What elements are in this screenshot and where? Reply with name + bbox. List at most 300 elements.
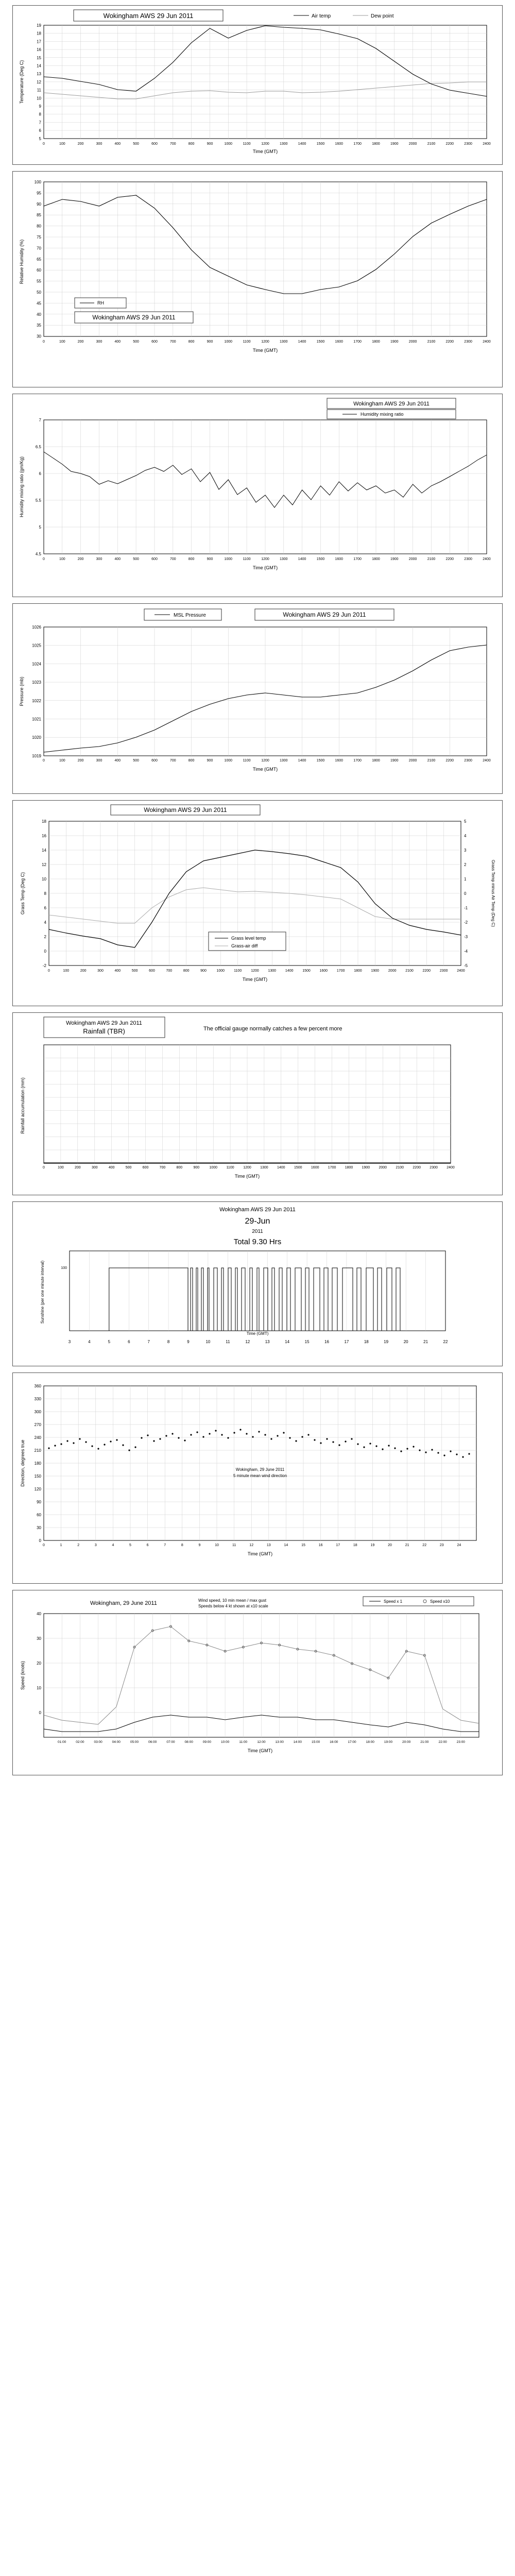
xtick: 1300 — [260, 1166, 268, 1170]
xtick: 1700 — [353, 557, 362, 561]
ytick: 8 — [44, 891, 46, 896]
xtick: 16 — [318, 1544, 323, 1547]
xtick: 07:00 — [166, 1740, 175, 1744]
xtick: 700 — [166, 969, 173, 973]
pressure-chart — [13, 604, 502, 793]
grass-temp-ylabel-right: Grass Temp minus Air Temp (Deg C) — [491, 860, 495, 927]
sunshine-xlabel: Time (GMT) — [246, 1331, 269, 1336]
ytick: 4 — [44, 920, 46, 925]
xtick: 100 — [59, 340, 65, 344]
ytick-right: -4 — [464, 949, 468, 954]
xtick: 5 — [129, 1544, 131, 1547]
panel-wind-direction — [12, 1372, 503, 1584]
legend-msl-pressure: MSL Pressure — [174, 613, 206, 618]
xtick: 2400 — [483, 557, 491, 561]
xtick: 500 — [133, 142, 139, 146]
ytick: 0 — [39, 1710, 41, 1715]
xtick: 16:00 — [330, 1740, 338, 1744]
xtick: 500 — [133, 340, 139, 344]
xtick: 1400 — [277, 1166, 285, 1170]
xtick: 5 — [108, 1340, 111, 1344]
xtick: 14 — [284, 1544, 288, 1547]
xtick: 1800 — [372, 759, 380, 762]
xtick: 2100 — [427, 557, 436, 561]
xtick: 0 — [43, 1166, 45, 1170]
xtick: 2300 — [464, 142, 472, 146]
ytick: 10 — [42, 877, 46, 882]
ytick: 30 — [37, 334, 41, 339]
xtick: 1 — [60, 1544, 62, 1547]
xtick: 1000 — [209, 1166, 217, 1170]
xtick: 800 — [176, 1166, 183, 1170]
xtick: 6 — [128, 1340, 130, 1344]
ytick: 19 — [37, 23, 41, 28]
ytick: 70 — [37, 246, 41, 251]
ytick: 60 — [37, 268, 41, 273]
xtick: 2300 — [430, 1166, 438, 1170]
xtick: 400 — [114, 142, 121, 146]
xtick: 20 — [388, 1544, 392, 1547]
panel-pressure — [12, 603, 503, 794]
xtick: 2200 — [413, 1166, 421, 1170]
ytick: 6 — [44, 906, 46, 910]
xtick: 1600 — [335, 340, 344, 344]
xtick: 1300 — [280, 759, 288, 762]
ytick: 17 — [37, 39, 41, 44]
panel-grass-temp — [12, 800, 503, 1006]
xtick: 12:00 — [257, 1740, 266, 1744]
xtick: 7 — [164, 1544, 166, 1547]
xtick: 06:00 — [148, 1740, 157, 1744]
xtick: 1700 — [353, 340, 362, 344]
sunshine-chart — [13, 1202, 502, 1366]
temperature-chart — [13, 6, 502, 164]
wind-speed-title: Wokingham, 29 June 2011 — [90, 1600, 157, 1606]
xtick: 2100 — [427, 759, 436, 762]
xtick: 21:00 — [420, 1740, 429, 1744]
xtick: 1700 — [353, 142, 362, 146]
xtick: 14:00 — [293, 1740, 302, 1744]
xtick: 500 — [131, 969, 138, 973]
ytick: 6 — [39, 471, 41, 476]
xtick: 1200 — [261, 759, 269, 762]
xtick: 2000 — [388, 969, 397, 973]
mixing-ratio-title: Wokingham AWS 29 Jun 2011 — [353, 401, 430, 407]
ytick: 40 — [37, 312, 41, 317]
xtick: 2200 — [445, 557, 454, 561]
rainfall-title: Wokingham AWS 29 Jun 2011 — [66, 1020, 142, 1026]
xtick: 200 — [74, 1166, 81, 1170]
panel-mixing-ratio — [12, 394, 503, 597]
xtick: 2400 — [447, 1166, 455, 1170]
xtick: 01:00 — [58, 1740, 66, 1744]
xtick: 200 — [77, 557, 84, 561]
xtick: 200 — [80, 969, 87, 973]
rainfall-ylabel: Rainfall accumulation (mm) — [20, 1077, 25, 1134]
xtick: 900 — [207, 759, 213, 762]
ytick: 30 — [37, 1636, 41, 1641]
xtick: 19:00 — [384, 1740, 393, 1744]
xtick: 0 — [43, 142, 45, 146]
xtick: 900 — [207, 557, 213, 561]
ytick-right: -3 — [464, 935, 468, 939]
ytick: 90 — [37, 1500, 41, 1504]
ytick: 18 — [37, 31, 41, 36]
xtick: 1900 — [390, 557, 399, 561]
legend-speed-x1: Speed x 1 — [384, 1599, 403, 1604]
xtick: 100 — [59, 759, 65, 762]
ytick: 11 — [37, 88, 41, 93]
xtick: 1000 — [216, 969, 225, 973]
sunshine-total: Total 9.30 Hrs — [233, 1238, 282, 1246]
ytick: 40 — [37, 1612, 41, 1616]
xtick: 1700 — [328, 1166, 336, 1170]
xtick: 2300 — [464, 759, 472, 762]
panel-humidity — [12, 171, 503, 387]
xtick: 500 — [133, 759, 139, 762]
xtick: 1300 — [268, 969, 277, 973]
ytick: 4.5 — [35, 552, 41, 556]
xtick: 700 — [159, 1166, 166, 1170]
xtick: 18:00 — [366, 1740, 374, 1744]
xtick: 2000 — [408, 759, 417, 762]
xtick: 20 — [403, 1340, 408, 1344]
xtick: 2100 — [405, 969, 414, 973]
ytick: 65 — [37, 257, 41, 262]
ytick: 5.5 — [35, 498, 41, 503]
xtick: 3 — [94, 1544, 97, 1547]
xtick: 18 — [353, 1544, 357, 1547]
xtick: 200 — [77, 142, 84, 146]
xtick: 300 — [96, 142, 102, 146]
grass-temp-title: Wokingham AWS 29 Jun 2011 — [144, 806, 227, 814]
xtick: 1100 — [243, 142, 251, 146]
ytick: 14 — [37, 63, 41, 69]
xtick: 1500 — [316, 759, 325, 762]
wind-direction-xlabel: Time (GMT) — [247, 1551, 273, 1556]
xtick: 8 — [181, 1544, 183, 1547]
rainfall-chart — [13, 1013, 502, 1195]
ytick: 14 — [42, 848, 46, 853]
xtick: 15 — [301, 1544, 305, 1547]
legend-air-temp: Air temp — [312, 13, 331, 19]
xtick: 1600 — [335, 759, 344, 762]
xtick: 0 — [43, 557, 45, 561]
xtick: 21 — [405, 1544, 409, 1547]
ytick-right: 0 — [464, 891, 467, 896]
ytick: 7 — [39, 418, 41, 422]
ytick: 55 — [37, 279, 41, 284]
xtick: 1400 — [285, 969, 294, 973]
xtick: 1800 — [372, 142, 380, 146]
ytick: 5 — [39, 525, 41, 530]
ytick: 12 — [42, 862, 46, 867]
grass-temp-chart — [13, 801, 502, 1006]
xtick: 1200 — [251, 969, 259, 973]
xtick: 1400 — [298, 142, 306, 146]
xtick: 1600 — [335, 557, 344, 561]
xtick: 800 — [188, 557, 195, 561]
xtick: 1600 — [319, 969, 328, 973]
xtick: 1900 — [390, 759, 399, 762]
xtick: 2200 — [445, 142, 454, 146]
xtick: 02:00 — [76, 1740, 84, 1744]
ytick: 0 — [44, 949, 46, 954]
xtick: 1300 — [280, 340, 288, 344]
xtick: 2200 — [422, 969, 431, 973]
xtick: 2300 — [439, 969, 448, 973]
xtick: 0 — [48, 969, 50, 973]
xtick: 200 — [77, 759, 84, 762]
xtick: 4 — [88, 1340, 91, 1344]
ytick: 330 — [34, 1397, 41, 1401]
xtick: 600 — [142, 1166, 149, 1170]
xtick: 100 — [63, 969, 70, 973]
xtick: 1100 — [234, 969, 242, 973]
wind-direction-annotation-1: Wokingham, 29 June 2011 — [235, 1467, 285, 1472]
xtick: 15 — [304, 1340, 310, 1344]
xtick: 8 — [167, 1340, 170, 1344]
legend-mixing-ratio: Humidity mixing ratio — [360, 412, 404, 417]
xtick: 4 — [112, 1544, 114, 1547]
sunshine-year: 2011 — [252, 1229, 263, 1234]
legend-dew-point: Dew point — [371, 13, 394, 19]
ytick: 150 — [34, 1474, 41, 1479]
humidity-ylabel: Relative Humidity (%) — [19, 239, 24, 284]
panel-temperature — [12, 5, 503, 165]
xtick: 1200 — [261, 340, 269, 344]
ytick: 1026 — [32, 625, 41, 630]
ytick: 1022 — [32, 698, 41, 703]
xtick: 600 — [149, 969, 155, 973]
pressure-xlabel: Time (GMT) — [252, 767, 278, 772]
ytick: 60 — [37, 1513, 41, 1517]
ytick: 45 — [37, 301, 41, 306]
xtick: 400 — [114, 557, 121, 561]
xtick: 22 — [443, 1340, 448, 1344]
xtick: 03:00 — [94, 1740, 102, 1744]
xtick: 900 — [193, 1166, 200, 1170]
xtick: 1100 — [243, 340, 251, 344]
mixing-ratio-ylabel: Humidity mixing ratio (gm/Kg) — [19, 456, 24, 518]
ytick: 13 — [37, 72, 41, 77]
ytick: 10 — [37, 96, 41, 101]
ytick-right: 2 — [464, 862, 467, 867]
rainfall-xlabel: Time (GMT) — [234, 1174, 260, 1179]
ytick: 210 — [34, 1448, 41, 1453]
ytick: 5 — [39, 136, 41, 141]
temperature-title: Wokingham AWS 29 Jun 2011 — [103, 12, 194, 20]
ytick: 20 — [37, 1661, 41, 1666]
xtick: 2200 — [445, 759, 454, 762]
ytick: 10 — [37, 1686, 41, 1690]
xtick: 700 — [169, 142, 176, 146]
xtick: 1400 — [298, 557, 306, 561]
ytick: 1023 — [32, 680, 41, 685]
ytick-right: -5 — [464, 963, 468, 968]
xtick: 21 — [423, 1340, 428, 1344]
xtick: 300 — [96, 759, 102, 762]
xtick: 2400 — [457, 969, 465, 973]
xtick: 800 — [188, 142, 195, 146]
ytick: 300 — [34, 1410, 41, 1414]
xtick: 1900 — [390, 142, 399, 146]
wind-speed-note-2: Speeds below 4 kt shown at x10 scale — [198, 1604, 268, 1608]
legend-rh: RH — [97, 300, 104, 306]
xtick: 700 — [169, 557, 176, 561]
xtick: 1800 — [372, 557, 380, 561]
pressure-ylabel: Pressure (mb) — [19, 676, 24, 706]
ytick-right: -1 — [464, 906, 468, 910]
xtick: 1500 — [294, 1166, 302, 1170]
ytick: 1021 — [32, 717, 41, 722]
xtick: 2200 — [445, 340, 454, 344]
xtick: 100 — [59, 557, 65, 561]
xtick: 900 — [207, 142, 213, 146]
xtick: 200 — [77, 340, 84, 344]
xtick: 1300 — [280, 557, 288, 561]
ytick: 80 — [37, 224, 41, 229]
xtick: 2100 — [427, 142, 436, 146]
xtick: 6 — [146, 1544, 149, 1547]
ytick: 100 — [61, 1266, 67, 1270]
ytick: 0 — [39, 1538, 41, 1543]
ytick-right: 5 — [464, 819, 467, 824]
xtick: 1200 — [261, 142, 269, 146]
xtick: 1800 — [354, 969, 362, 973]
ytick: 120 — [34, 1487, 41, 1492]
panel-sunshine — [12, 1201, 503, 1366]
xtick: 10 — [215, 1544, 219, 1547]
xtick: 800 — [188, 759, 195, 762]
xtick: 22 — [422, 1544, 427, 1547]
xtick: 11:00 — [239, 1740, 248, 1744]
xtick: 1400 — [298, 759, 306, 762]
xtick: 13 — [265, 1340, 270, 1344]
xtick: 9 — [198, 1544, 201, 1547]
xtick: 600 — [151, 142, 158, 146]
ytick: 9 — [39, 104, 41, 109]
wind-speed-xlabel: Time (GMT) — [247, 1748, 273, 1753]
xtick: 1600 — [335, 142, 344, 146]
legend-speed-x10: Speed x10 — [430, 1599, 450, 1604]
xtick: 300 — [97, 969, 104, 973]
xtick: 1000 — [224, 557, 233, 561]
ytick-right: 1 — [464, 877, 467, 882]
wind-speed-ylabel: Speed (knots) — [20, 1660, 25, 1690]
xtick: 14 — [285, 1340, 290, 1344]
xtick: 2000 — [379, 1166, 387, 1170]
xtick: 400 — [114, 759, 121, 762]
xtick: 20:00 — [402, 1740, 411, 1744]
ytick: 240 — [34, 1435, 41, 1440]
xtick: 600 — [151, 557, 158, 561]
xtick: 05:00 — [130, 1740, 139, 1744]
xtick: 1500 — [316, 557, 325, 561]
xtick: 1000 — [224, 142, 233, 146]
ytick: 12 — [37, 79, 41, 84]
xtick: 900 — [207, 340, 213, 344]
xtick: 600 — [151, 340, 158, 344]
xtick: 17:00 — [348, 1740, 356, 1744]
xtick: 2 — [77, 1544, 80, 1547]
xtick: 2300 — [464, 340, 472, 344]
xtick: 13:00 — [275, 1740, 284, 1744]
xtick: 17 — [336, 1544, 340, 1547]
xtick: 1800 — [372, 340, 380, 344]
xtick: 1200 — [243, 1166, 251, 1170]
ytick: 8 — [39, 112, 41, 117]
ytick: 16 — [42, 834, 46, 838]
ytick: 35 — [37, 323, 41, 328]
ytick: 85 — [37, 213, 41, 218]
mixing-ratio-chart — [13, 394, 502, 597]
wind-speed-chart — [13, 1590, 502, 1775]
xtick: 0 — [43, 759, 45, 762]
panel-rainfall — [12, 1012, 503, 1195]
ytick: 1024 — [32, 662, 41, 667]
ytick: 30 — [37, 1526, 41, 1530]
xtick: 2000 — [408, 557, 417, 561]
xtick: 08:00 — [184, 1740, 193, 1744]
xtick: 1900 — [371, 969, 380, 973]
xtick: 10:00 — [220, 1740, 230, 1744]
ytick: 7 — [39, 120, 41, 125]
xtick: 1000 — [224, 340, 233, 344]
xtick: 18 — [364, 1340, 369, 1344]
xtick: 1800 — [345, 1166, 353, 1170]
xtick: 09:00 — [202, 1740, 212, 1744]
ytick-right: 3 — [464, 848, 467, 853]
xtick: 9 — [187, 1340, 190, 1344]
ytick: 50 — [37, 290, 41, 295]
ytick: 1019 — [32, 753, 41, 758]
xtick: 15:00 — [311, 1740, 320, 1744]
humidity-chart — [13, 172, 502, 387]
humidity-title: Wokingham AWS 29 Jun 2011 — [92, 314, 176, 321]
xtick: 19 — [384, 1340, 389, 1344]
xtick: 1100 — [243, 557, 251, 561]
xtick: 2000 — [408, 340, 417, 344]
xtick: 1300 — [280, 142, 288, 146]
xtick: 12 — [249, 1544, 254, 1547]
xtick: 300 — [96, 340, 102, 344]
ytick: 180 — [34, 1461, 41, 1466]
xtick: 1400 — [298, 340, 306, 344]
xtick: 04:00 — [112, 1740, 121, 1744]
legend-grass-air-diff: Grass-air diff — [231, 943, 258, 948]
xtick: 700 — [169, 759, 176, 762]
ytick: 75 — [37, 235, 41, 240]
xtick: 22:00 — [438, 1740, 447, 1744]
xtick: 100 — [59, 142, 65, 146]
grass-temp-ylabel: Grass Temp (Deg C) — [20, 872, 25, 915]
xtick: 0 — [43, 1544, 45, 1547]
xtick: 23 — [439, 1544, 444, 1547]
sunshine-ylabel: Sunshine (per one minute interval) — [40, 1260, 45, 1324]
xtick: 11 — [226, 1340, 230, 1344]
xtick: 1200 — [261, 557, 269, 561]
xtick: 300 — [91, 1166, 98, 1170]
ytick: 6.5 — [35, 445, 41, 449]
xtick: 13 — [266, 1544, 271, 1547]
xtick: 1100 — [226, 1166, 234, 1170]
ytick-right: 4 — [464, 834, 467, 838]
xtick: 400 — [108, 1166, 115, 1170]
ytick: -2 — [42, 963, 46, 968]
xtick: 1100 — [243, 759, 251, 762]
xtick: 100 — [58, 1166, 64, 1170]
